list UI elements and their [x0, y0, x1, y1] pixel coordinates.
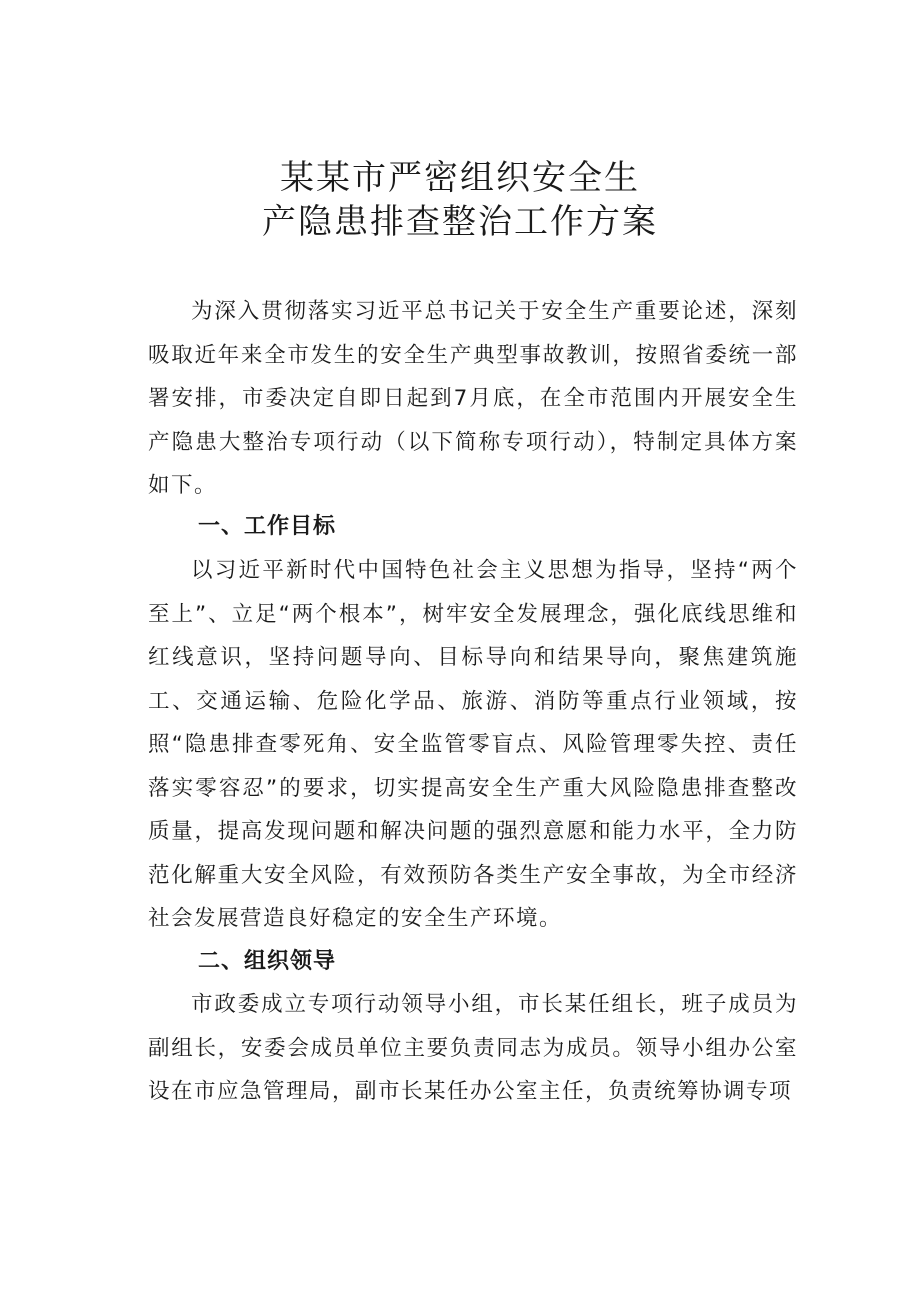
document-title-line-1: 某某市严密组织安全生 — [280, 158, 640, 198]
intro-paragraph: 为深入贯彻落实习近平总书记关于安全生产重要论述，深刻吸取近年来全市发生的安全生产典型事故教训，按照省委统一部署安排，市委决定自即日起到7月底，在全市范围内开展安全生产隐患大整治专项行动（以下简称专项行动），特制定具体方案如下。 — [148, 299, 798, 498]
document-title-line-2: 产隐患排查整治工作方案 — [262, 202, 658, 242]
section-heading-work-goals: 一、工作目标 — [198, 514, 337, 539]
section-paragraph-organization: 市政委成立专项行动领导小组，市长某任组长，班子成员为副组长，安委会成员单位主要负责同志为成员。领导小组办公室设在市应急管理局，副市长某任办公室主任，负责统筹协调专项 — [148, 992, 798, 1104]
section-paragraph-work-goals: 以习近平新时代中国特色社会主义思想为指导，坚持“两个至上”、立足“两个根本”，树牢安全发展理念，强化底线思维和红线意识，坚持问题导向、目标导向和结果导向，聚焦建筑施工、交通运输、危险化学品、旅游、消防等重点行业领域，按照“隐患排查零死角、安全监管零盲点、风险管理零失控、责任落实零容忍”的要求，切实提高安全生产重大风险隐患排查整改质量，提高发现问题和解决问题的强烈意愿和能力水平，全力防范化解重大安全风险，有效预防各类生产安全事故，为全市经济社会发展营造良好稳定的安全生产环境。 — [148, 558, 798, 931]
section-heading-organization: 二、组织领导 — [198, 949, 337, 974]
